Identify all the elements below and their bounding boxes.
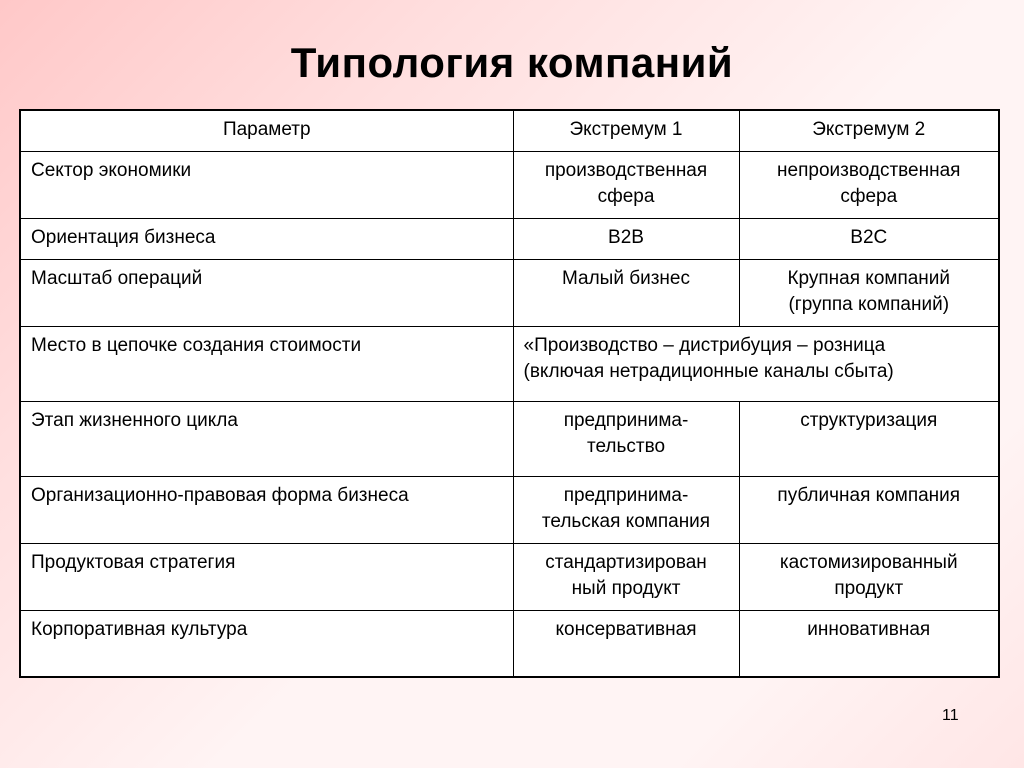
extreme-1-cell: B2B — [513, 219, 739, 260]
header-extreme-1: Экстремум 1 — [513, 110, 739, 152]
parameter-cell: Организационно-правовая форма бизнеса — [20, 477, 513, 544]
extreme-1-cell: производственная сфера — [513, 152, 739, 219]
extreme-2-cell: Крупная компаний (группа компаний) — [739, 260, 999, 327]
parameter-cell: Этап жизненного цикла — [20, 402, 513, 477]
extreme-2-cell: инновативная — [739, 611, 999, 677]
parameter-cell: Продуктовая стратегия — [20, 544, 513, 611]
table-row — [20, 219, 999, 260]
table-row — [20, 611, 999, 677]
slide-title: Типология компаний — [290, 39, 734, 86]
table-row — [20, 152, 999, 219]
extreme-1-cell: предпринима- тельская компания — [513, 477, 739, 544]
parameter-cell: Масштаб операций — [20, 260, 513, 327]
extreme-2-cell: структуризация — [739, 402, 999, 477]
extreme-2-cell: B2C — [739, 219, 999, 260]
table-row — [20, 327, 999, 402]
typology-table — [19, 109, 1000, 678]
parameter-cell: Корпоративная культура — [20, 611, 513, 677]
extreme-2-cell: публичная компания — [739, 477, 999, 544]
extreme-1-cell: Малый бизнес — [513, 260, 739, 327]
extreme-1-cell: консервативная — [513, 611, 739, 677]
table-row — [20, 477, 999, 544]
extreme-1-cell: предпринима- тельство — [513, 402, 739, 477]
header-extreme-2: Экстремум 2 — [739, 110, 999, 152]
page-number: 11 — [942, 707, 959, 724]
extreme-1-cell: стандартизирован ный продукт — [513, 544, 739, 611]
parameter-cell: Сектор экономики — [20, 152, 513, 219]
extreme-2-cell: кастомизированный продукт — [739, 544, 999, 611]
table-row — [20, 260, 999, 327]
table-row — [20, 544, 999, 611]
extreme-2-cell: непроизводственная сфера — [739, 152, 999, 219]
parameter-cell: Ориентация бизнеса — [20, 219, 513, 260]
table-row — [20, 402, 999, 477]
header-parameter: Параметр — [20, 110, 513, 152]
merged-extremes-cell: «Производство – дистрибуция – розница (включая нетрадиционные каналы сбыта) — [513, 327, 999, 402]
parameter-cell: Место в цепочке создания стоимости — [20, 327, 513, 402]
table-header-row — [20, 110, 999, 152]
